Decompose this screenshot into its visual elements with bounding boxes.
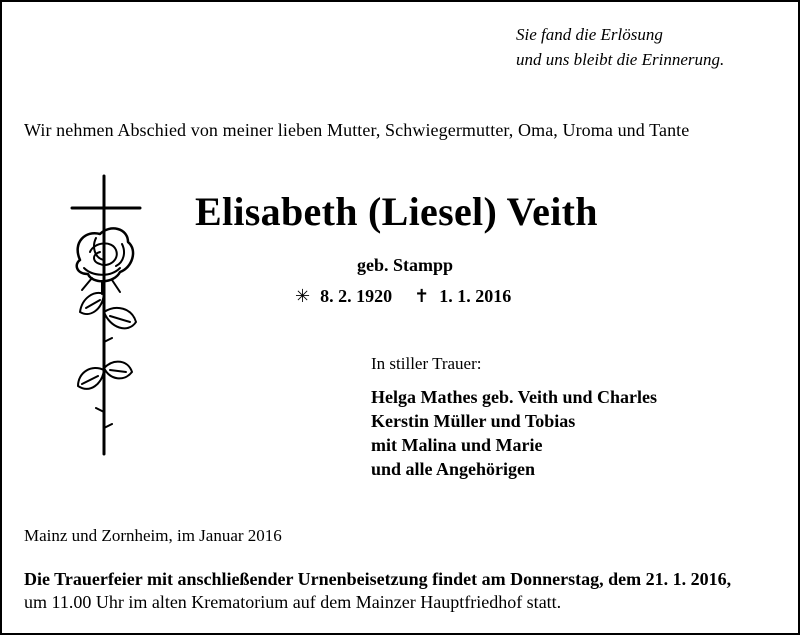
birth-star-icon: ✳ <box>295 286 311 306</box>
deceased-name: Elisabeth (Liesel) Veith <box>195 189 598 234</box>
mourner-line: mit Malina und Marie <box>371 435 543 455</box>
place-and-date: Mainz und Zornheim, im Januar 2016 <box>24 526 282 545</box>
birth-date: 8. 2. 1920 <box>320 286 393 306</box>
ceremony-line-1: Die Trauerfeier mit anschließender Urnenbeisetzung findet am Donnerstag, dem 21. 1. 2016, <box>24 569 732 589</box>
motto-quote <box>516 22 724 72</box>
ceremony-info <box>24 568 731 614</box>
motto-line-1: Sie fand die Erlösung <box>516 25 663 44</box>
mourner-line: Kerstin Müller und Tobias <box>371 411 576 431</box>
mourner-line: Helga Mathes geb. Veith und Charles <box>371 387 658 407</box>
death-date: 1. 1. 2016 <box>439 286 512 306</box>
maiden-name: geb. Stampp <box>357 255 454 275</box>
death-cross-icon: ✝ <box>414 286 430 306</box>
motto-line-2: und uns bleibt die Erinnerung. <box>516 50 725 69</box>
mourner-line: und alle Angehörigen <box>371 459 536 479</box>
intro-text: Wir nehmen Abschied von meiner lieben Mutter, Schwiegermutter, Oma, Uroma und Tante <box>24 120 690 140</box>
cross-with-rose-icon <box>62 172 172 462</box>
life-dates <box>295 286 511 307</box>
mourners-list <box>371 385 657 481</box>
ceremony-line-2: um 11.00 Uhr im alten Krematorium auf dem Mainzer Hauptfriedhof statt. <box>24 592 562 612</box>
mourning-label: In stiller Trauer: <box>371 354 482 373</box>
